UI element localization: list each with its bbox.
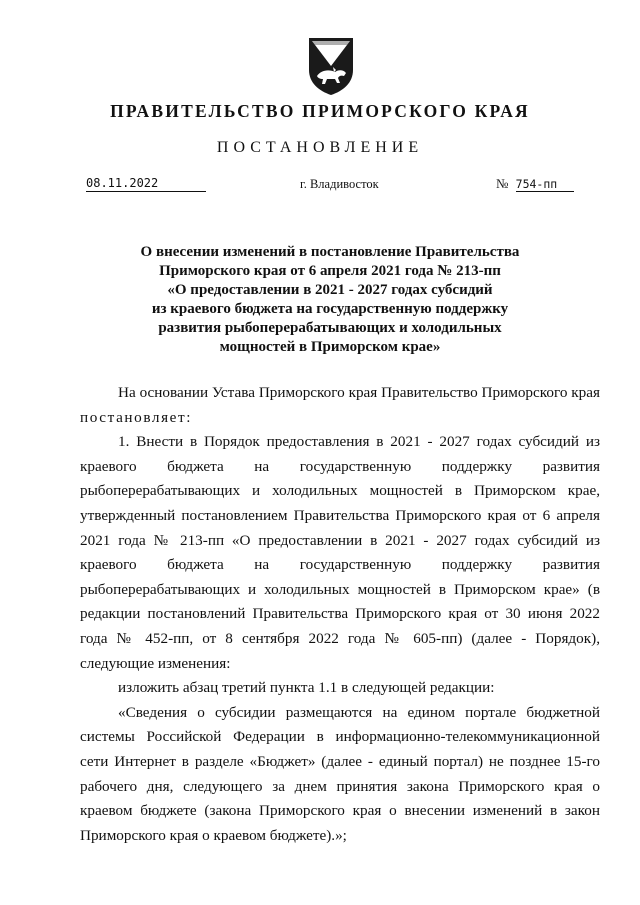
document-city: г. Владивосток: [300, 177, 379, 191]
title-line: Приморского края от 6 апреля 2021 года № 213-пп: [159, 263, 501, 279]
instruction-paragraph: изложить абзац третий пункта 1.1 в следующей редакции:: [118, 679, 495, 697]
quote-paragraph: «Сведения о субсидии размещаются на едином портале бюджетной системы Российской Федерации в информационно-телекоммуникационной сети Интернет в разделе «Бюджет» (далее - единый портал) не позднее 15-го рабочего дня, следующего за днем принятия закона Приморского края о краевом бюджете (закона Приморского края о внесении изменений в закон Приморского края о краевом бюджете).»;: [80, 703, 600, 844]
title-line: развития рыбоперерабатывающих и холодильных: [158, 320, 502, 336]
document-type: ПОСТАНОВЛЕНИЕ: [216, 139, 424, 156]
title-line: О внесении изменений в постановление Правительства: [140, 244, 520, 260]
item-1-paragraph: 1. Внести в Порядок предоставления в 2021 - 2027 годах субсидий из краевого бюджета на государственную поддержку развития рыбоперерабатывающих и холодильных мощностей в Приморском крае, утвержденный постановлением Правительства Приморского края от 6 апреля 2021 года № 213-пп «О предоставлении в 2021 - 2027 годах субсидий из краевого бюджета на государственную поддержку развития рыбоперерабатывающих и холодильных мощностей в Приморском крае» (в редакции постановлений Правительства Приморского края от 30 июня 2022 года № 452-пп, от 8 сентября 2022 года № 605-пп) (далее - Порядок), следующие изменения:: [80, 433, 600, 672]
resolution-title: [120, 243, 540, 357]
title-line: мощностей в Приморском крае»: [219, 339, 441, 355]
intro-paragraph: [80, 381, 600, 430]
government-title: ПРАВИТЕЛЬСТВО ПРИМОРСКОГО КРАЯ: [110, 101, 530, 121]
title-line: «О предоставлении в 2021 - 2027 годах субсидий: [167, 282, 493, 298]
number-value: 754-пп: [516, 177, 574, 192]
document-date: 08.11.2022: [86, 176, 206, 192]
document-body: [80, 381, 600, 848]
coat-of-arms-icon: [306, 36, 356, 96]
intro-text: На основании Устава Приморского края Правительство Приморского края: [118, 384, 600, 401]
number-label: №: [496, 176, 509, 191]
document-number: [496, 176, 574, 192]
title-line: из краевого бюджета на государственную поддержку: [151, 301, 509, 317]
intro-verb: постановляет:: [80, 408, 193, 426]
